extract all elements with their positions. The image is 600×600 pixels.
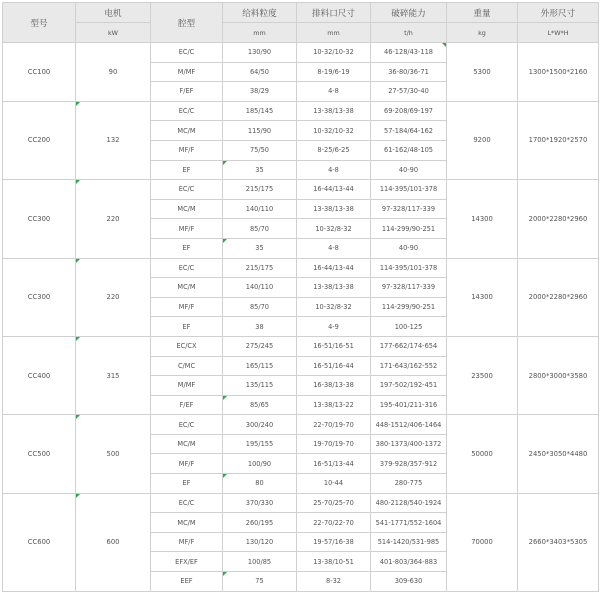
cavity-cell: F/EF (151, 82, 223, 102)
table-row (3, 493, 599, 513)
dimensions-cell: 1300*1500*2160 (518, 43, 599, 102)
weight-cell: 14300 (447, 180, 518, 258)
cell-marker-icon (223, 161, 227, 165)
cavity-cell: EC/C (151, 493, 223, 513)
feed-size-cell: 130/120 (223, 532, 297, 552)
header-discharge-opening: 排料口尺寸 (297, 3, 371, 23)
motor-power-cell: 315 (76, 336, 151, 414)
dimensions-cell: 2000*2280*2960 (518, 258, 599, 336)
cavity-cell: M/MF (151, 62, 223, 82)
discharge-opening-cell: 16-44/13-44 (297, 180, 371, 200)
header-dimensions: 外形尺寸 (518, 3, 599, 23)
header-model: 型号 (3, 3, 76, 43)
cavity-cell: M/MF (151, 376, 223, 396)
feed-size-cell: 75/50 (223, 140, 297, 160)
model-cell: CC300 (3, 258, 76, 336)
discharge-opening-cell: 13-38/13-22 (297, 395, 371, 415)
weight-cell: 5300 (447, 43, 518, 102)
capacity-cell: 448-1512/406-1464 (371, 415, 447, 435)
table-header (3, 3, 599, 43)
weight-cell: 14300 (447, 258, 518, 336)
capacity-cell: 40-90 (371, 160, 447, 180)
weight-cell: 9200 (447, 101, 518, 179)
cavity-cell: MC/M (151, 434, 223, 454)
capacity-cell: 97-328/117-339 (371, 199, 447, 219)
cavity-cell: EC/C (151, 43, 223, 63)
capacity-cell: 114-299/90-251 (371, 219, 447, 239)
weight-cell: 50000 (447, 415, 518, 493)
capacity-cell: 40-90 (371, 238, 447, 258)
header-capacity-unit: t/h (371, 23, 447, 43)
feed-size-cell: 38/29 (223, 82, 297, 102)
discharge-opening-cell: 16-51/13-44 (297, 454, 371, 474)
cavity-cell: MF/F (151, 532, 223, 552)
feed-size-cell: 300/240 (223, 415, 297, 435)
feed-size-cell: 115/90 (223, 121, 297, 141)
feed-size-cell: 140/110 (223, 199, 297, 219)
cell-marker-icon (76, 337, 80, 341)
model-cell: CC200 (3, 101, 76, 179)
table-body (3, 43, 599, 592)
dimensions-cell: 2660*3403*5305 (518, 493, 599, 591)
feed-size-cell: 100/90 (223, 454, 297, 474)
discharge-opening-cell: 8-19/6-19 (297, 62, 371, 82)
feed-size-cell: 135/115 (223, 376, 297, 396)
table-row (3, 43, 599, 63)
header-capacity: 破碎能力 (371, 3, 447, 23)
capacity-cell: 380-1373/400-1372 (371, 434, 447, 454)
capacity-cell: 61-162/48-105 (371, 140, 447, 160)
dimensions-cell: 2450*3050*4480 (518, 415, 599, 493)
header-dims-unit: L*W*H (518, 23, 599, 43)
capacity-cell: 171-643/162-552 (371, 356, 447, 376)
cavity-cell: EFX/EF (151, 552, 223, 572)
cavity-cell: EF (151, 238, 223, 258)
cell-marker-icon (76, 102, 80, 106)
feed-size-cell: 215/175 (223, 180, 297, 200)
discharge-opening-cell: 10-32/8-32 (297, 297, 371, 317)
discharge-opening-cell: 13-38/13-38 (297, 199, 371, 219)
discharge-opening-cell: 4-9 (297, 317, 371, 337)
cavity-cell: EF (151, 160, 223, 180)
header-feed-size: 给料粒度 (223, 3, 297, 23)
feed-size-cell: 75 (223, 572, 297, 592)
table-row (3, 415, 599, 435)
capacity-cell: 197-502/192-451 (371, 376, 447, 396)
discharge-opening-cell: 10-44 (297, 474, 371, 494)
feed-size-cell: 275/245 (223, 336, 297, 356)
feed-size-cell: 195/155 (223, 434, 297, 454)
cavity-cell: EC/CX (151, 336, 223, 356)
discharge-opening-cell: 19-57/16-38 (297, 532, 371, 552)
discharge-opening-cell: 8-32 (297, 572, 371, 592)
feed-size-cell: 130/90 (223, 43, 297, 63)
cavity-cell: EF (151, 317, 223, 337)
cavity-cell: EC/C (151, 101, 223, 121)
cell-marker-icon (76, 494, 80, 498)
discharge-opening-cell: 25-70/25-70 (297, 493, 371, 513)
discharge-opening-cell: 13-38/13-38 (297, 278, 371, 298)
model-cell: CC400 (3, 336, 76, 414)
cavity-cell: MC/M (151, 278, 223, 298)
discharge-opening-cell: 13-38/10-51 (297, 552, 371, 572)
motor-power-cell: 220 (76, 258, 151, 336)
cavity-cell: EC/C (151, 180, 223, 200)
cavity-cell: EEF (151, 572, 223, 592)
cavity-cell: MF/F (151, 219, 223, 239)
cavity-cell: MC/M (151, 513, 223, 533)
discharge-opening-cell: 10-32/10-32 (297, 121, 371, 141)
capacity-cell: 57-184/64-162 (371, 121, 447, 141)
cell-marker-icon (223, 239, 227, 243)
weight-cell: 23500 (447, 336, 518, 414)
capacity-cell: 480-2128/540-1924 (371, 493, 447, 513)
header-motor-unit: kW (76, 23, 151, 43)
header-discharge-unit: mm (297, 23, 371, 43)
discharge-opening-cell: 16-38/13-38 (297, 376, 371, 396)
capacity-cell: 27-57/30-40 (371, 82, 447, 102)
cavity-cell: MC/M (151, 121, 223, 141)
discharge-opening-cell: 16-44/13-44 (297, 258, 371, 278)
capacity-cell: 541-1771/552-1604 (371, 513, 447, 533)
motor-power-cell: 132 (76, 101, 151, 179)
cavity-cell: C/MC (151, 356, 223, 376)
capacity-cell: 46-128/43-118 (371, 43, 447, 63)
model-cell: CC600 (3, 493, 76, 591)
header-feed-unit: mm (223, 23, 297, 43)
model-cell: CC100 (3, 43, 76, 102)
discharge-opening-cell: 19-70/19-70 (297, 434, 371, 454)
cavity-cell: MF/F (151, 297, 223, 317)
model-cell: CC500 (3, 415, 76, 493)
spec-table-container (2, 2, 598, 592)
cell-marker-icon (76, 180, 80, 184)
feed-size-cell: 85/70 (223, 219, 297, 239)
capacity-cell: 379-928/357-912 (371, 454, 447, 474)
table-row (3, 336, 599, 356)
capacity-cell: 195-401/211-316 (371, 395, 447, 415)
discharge-opening-cell: 16-51/16-44 (297, 356, 371, 376)
feed-size-cell: 140/110 (223, 278, 297, 298)
table-row (3, 180, 599, 200)
feed-size-cell: 35 (223, 160, 297, 180)
cavity-cell: MF/F (151, 454, 223, 474)
discharge-opening-cell: 22-70/22-70 (297, 513, 371, 533)
capacity-cell: 69-208/69-197 (371, 101, 447, 121)
capacity-cell: 280-775 (371, 474, 447, 494)
feed-size-cell: 85/70 (223, 297, 297, 317)
dimensions-cell: 1700*1920*2570 (518, 101, 599, 179)
motor-power-cell: 600 (76, 493, 151, 591)
discharge-opening-cell: 16-51/16-51 (297, 336, 371, 356)
header-weight-unit: kg (447, 23, 518, 43)
motor-power-cell: 220 (76, 180, 151, 258)
table-row (3, 101, 599, 121)
crusher-spec-table (2, 2, 599, 592)
discharge-opening-cell: 13-38/13-38 (297, 101, 371, 121)
feed-size-cell: 35 (223, 238, 297, 258)
capacity-cell: 401-803/364-883 (371, 552, 447, 572)
feed-size-cell: 185/145 (223, 101, 297, 121)
cavity-cell: EC/C (151, 258, 223, 278)
feed-size-cell: 64/50 (223, 62, 297, 82)
discharge-opening-cell: 10-32/8-32 (297, 219, 371, 239)
capacity-cell: 177-662/174-654 (371, 336, 447, 356)
feed-size-cell: 370/330 (223, 493, 297, 513)
capacity-cell: 114-395/101-378 (371, 258, 447, 278)
feed-size-cell: 85/65 (223, 395, 297, 415)
dimensions-cell: 2000*2280*2960 (518, 180, 599, 258)
cell-marker-icon (223, 474, 227, 478)
feed-size-cell: 260/195 (223, 513, 297, 533)
feed-size-cell: 38 (223, 317, 297, 337)
feed-size-cell: 165/115 (223, 356, 297, 376)
capacity-cell: 309-630 (371, 572, 447, 592)
discharge-opening-cell: 4-8 (297, 82, 371, 102)
discharge-opening-cell: 8-25/6-25 (297, 140, 371, 160)
cell-marker-icon (76, 259, 80, 263)
model-cell: CC300 (3, 180, 76, 258)
capacity-cell: 97-328/117-339 (371, 278, 447, 298)
capacity-cell: 36-80/36-71 (371, 62, 447, 82)
table-row (3, 258, 599, 278)
discharge-opening-cell: 22-70/19-70 (297, 415, 371, 435)
motor-power-cell: 500 (76, 415, 151, 493)
cavity-cell: MC/M (151, 199, 223, 219)
discharge-opening-cell: 4-8 (297, 238, 371, 258)
capacity-cell: 114-299/90-251 (371, 297, 447, 317)
cavity-cell: EF (151, 474, 223, 494)
discharge-opening-cell: 4-8 (297, 160, 371, 180)
header-cavity: 腔型 (151, 3, 223, 43)
cell-marker-icon (76, 415, 80, 419)
capacity-cell: 100-125 (371, 317, 447, 337)
capacity-cell: 114-395/101-378 (371, 180, 447, 200)
header-weight: 重量 (447, 3, 518, 23)
feed-size-cell: 100/85 (223, 552, 297, 572)
cavity-cell: F/EF (151, 395, 223, 415)
cell-marker-icon (223, 572, 227, 576)
feed-size-cell: 215/175 (223, 258, 297, 278)
cell-marker-icon (442, 43, 446, 47)
cavity-cell: MF/F (151, 140, 223, 160)
dimensions-cell: 2800*3000*3580 (518, 336, 599, 414)
weight-cell: 70000 (447, 493, 518, 591)
motor-power-cell: 90 (76, 43, 151, 102)
header-motor: 电机 (76, 3, 151, 23)
cavity-cell: EC/C (151, 415, 223, 435)
capacity-cell: 514-1420/531-985 (371, 532, 447, 552)
feed-size-cell: 80 (223, 474, 297, 494)
discharge-opening-cell: 10-32/10-32 (297, 43, 371, 63)
cell-marker-icon (223, 396, 227, 400)
